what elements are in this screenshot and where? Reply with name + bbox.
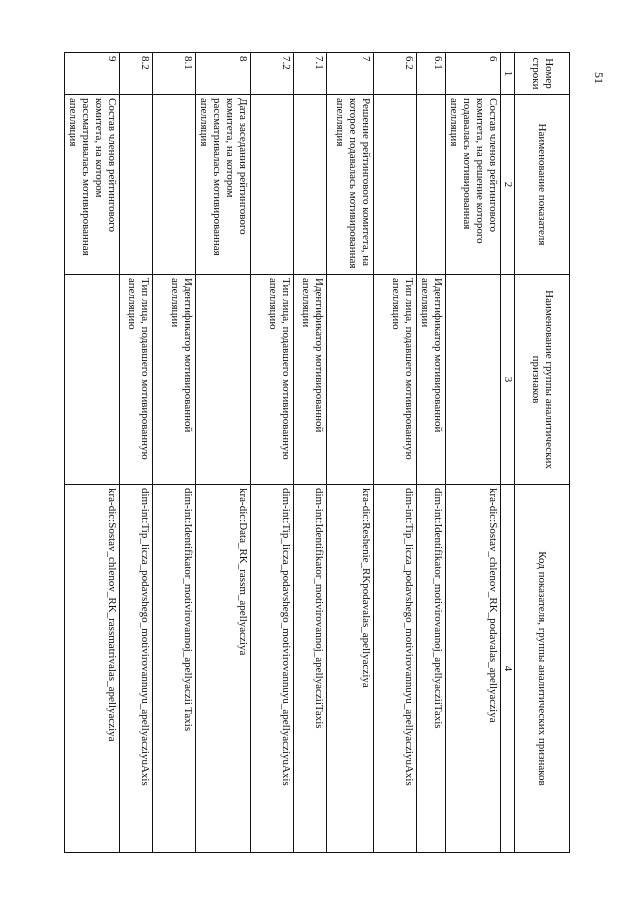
row-number: 8.2 <box>120 53 153 95</box>
page-number: 51 <box>592 72 606 84</box>
group-code: dim-int:Identifikator_motivirovannoj_apellyaczii Taxis <box>153 485 196 853</box>
group-code: dim-int:Identifikator_motivirovannoj_apellyacziiTaxis <box>294 485 327 853</box>
group-code: kra-dic:Sostav_chlenov_RK_podavalas_apellyacziya <box>446 485 501 853</box>
group-name <box>65 275 120 485</box>
row-number: 7.1 <box>294 53 327 95</box>
group-name: Идентификатор мотивированной апелляции <box>153 275 196 485</box>
indicator-name <box>251 95 294 275</box>
header-row <box>515 53 570 853</box>
group-name: Идентификатор мотивированной апелляции <box>417 275 446 485</box>
column-index: 2 <box>501 95 515 275</box>
group-name: Тип лица, подавшего мотивированную апелляцию <box>251 275 294 485</box>
row-number: 6 <box>446 53 501 95</box>
indicator-name <box>153 95 196 275</box>
row-number: 6.1 <box>417 53 446 95</box>
group-code: kra-dic:Reshenie_RKpodavalas_apellyacziya <box>327 485 374 853</box>
group-name <box>446 275 501 485</box>
rotated-table-container <box>67 52 570 852</box>
group-name <box>327 275 374 485</box>
table-row <box>120 53 153 853</box>
header-indicator-name: Наименование показателя <box>515 95 570 275</box>
column-index: 3 <box>501 275 515 485</box>
group-code: dim-int:Tip_licza_podavshego_motivirovannuyu_apellyacziyuAxis <box>251 485 294 853</box>
header-group-code: Код показателя, группы аналитических признаков <box>515 485 570 853</box>
group-name: Идентификатор мотивированной апелляции <box>294 275 327 485</box>
row-number: 8.1 <box>153 53 196 95</box>
table-row <box>327 53 374 853</box>
group-code: dim-int:Tip_licza_podavshego_motivirovannuyu_apellyacziyuAxis <box>120 485 153 853</box>
group-name <box>196 275 251 485</box>
indicator-name <box>120 95 153 275</box>
indicator-name: Решение рейтингового комитета, на которое подавалась мотивированная апелляция <box>327 95 374 275</box>
group-name: Тип лица, подавшего мотивированную апелляцию <box>374 275 417 485</box>
group-code: kra-dic:Data_RK_rassm_apellyacziya <box>196 485 251 853</box>
group-code: kra-dic:Sostav_chlenov_RK_rassmatrivalas_apellyacziya <box>65 485 120 853</box>
table-row <box>153 53 196 853</box>
table-row <box>196 53 251 853</box>
table-row <box>294 53 327 853</box>
group-name: Тип лица, подавшего мотивированную апелляцию <box>120 275 153 485</box>
row-number: 7.2 <box>251 53 294 95</box>
indicator-table <box>64 52 570 853</box>
column-index: 1 <box>501 53 515 95</box>
table-row <box>251 53 294 853</box>
group-code: dim-int:Tip_licza_podavshego_motivirovannuyu_apellyacziyuAxis <box>374 485 417 853</box>
indicator-name <box>294 95 327 275</box>
table-row <box>417 53 446 853</box>
indicator-name: Состав членов рейтингового комитета, на котором рассматривалась мотивированная апелляция <box>65 95 120 275</box>
row-number: 8 <box>196 53 251 95</box>
indicator-name <box>417 95 446 275</box>
table-row <box>374 53 417 853</box>
column-index: 4 <box>501 485 515 853</box>
table-row <box>65 53 120 853</box>
row-number: 9 <box>65 53 120 95</box>
table-row <box>446 53 501 853</box>
indicator-name: Состав членов рейтингового комитета, на решение которого подавалась мотивированная апелляция <box>446 95 501 275</box>
header-group-name: Наименование группы аналитических признаков <box>515 275 570 485</box>
header-row-number: Номер строки <box>515 53 570 95</box>
column-index-row <box>501 53 515 853</box>
row-number: 6.2 <box>374 53 417 95</box>
group-code: dim-int:Identifikator_motivirovannoj_apellyacziiTaxis <box>417 485 446 853</box>
indicator-name: Дата заседания рейтингового комитета, на котором рассматривалась мотивированная апелляция <box>196 95 251 275</box>
row-number: 7 <box>327 53 374 95</box>
indicator-name <box>374 95 417 275</box>
